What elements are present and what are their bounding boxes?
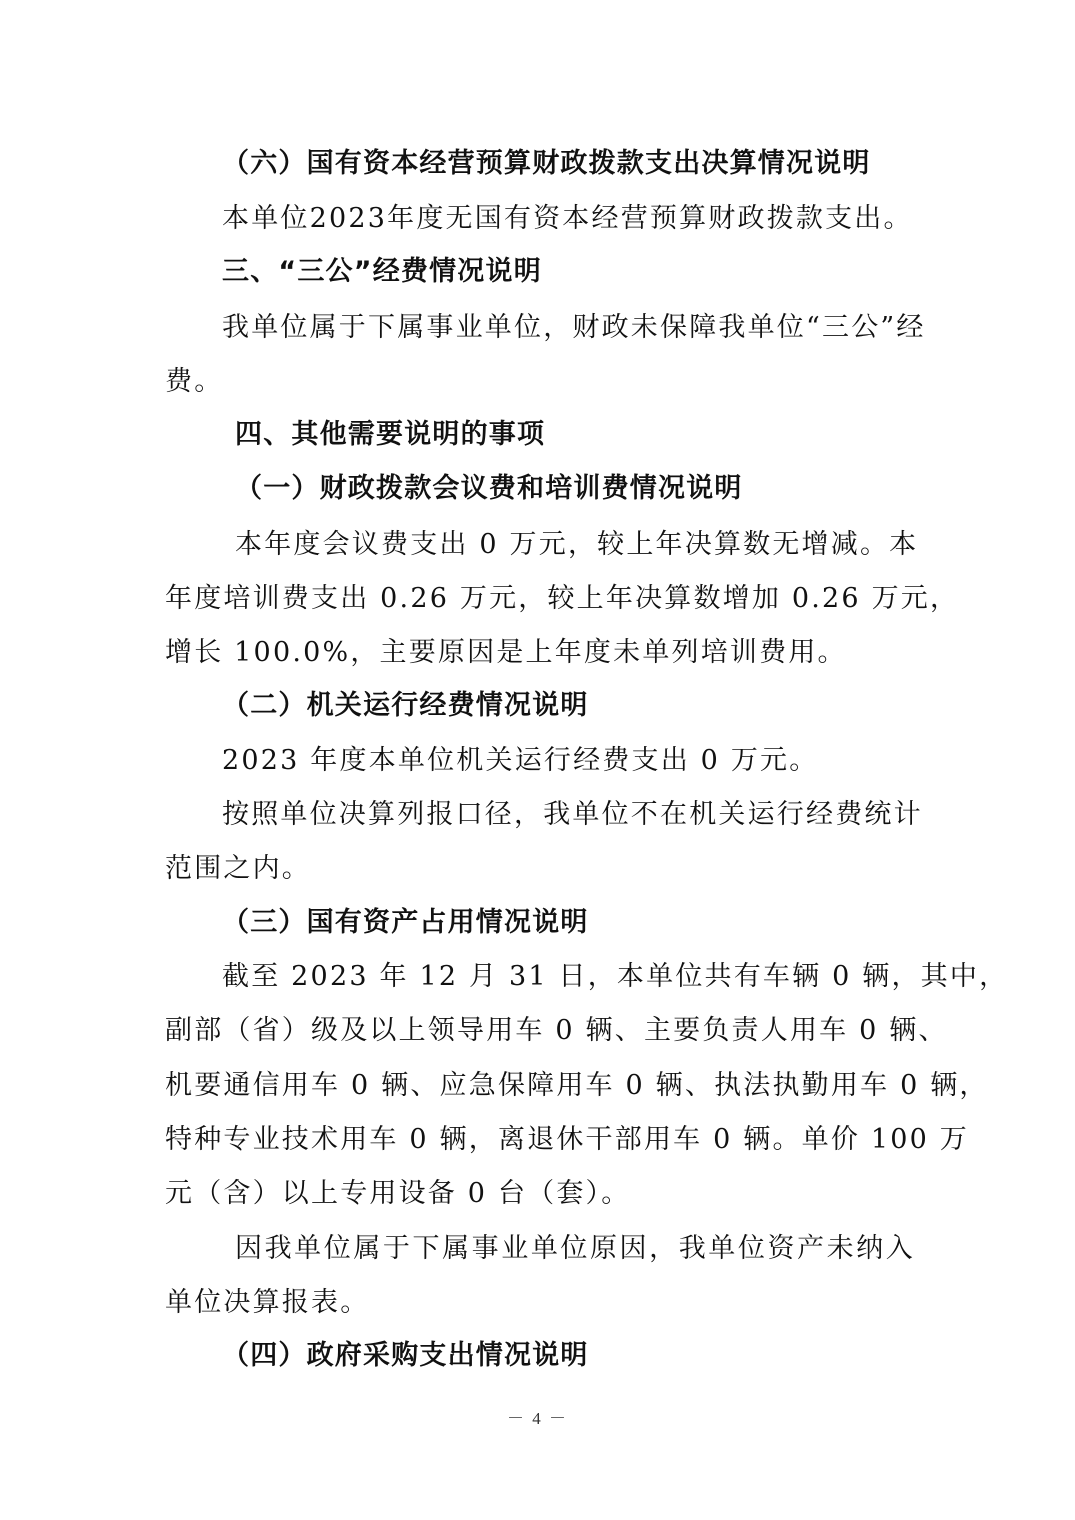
heading-three-public-expenses: 三、“三公”经费情况说明 [222, 256, 542, 287]
paragraph-state-assets-line3: 机要通信用车 0 辆、应急保障用车 0 辆、执法执勤用车 0 辆， [165, 1070, 989, 1101]
heading-state-capital-budget: （六）国有资本经营预算财政拨款支出决算情况说明 [222, 148, 871, 179]
heading-other-matters: 四、其他需要说明的事项 [235, 419, 546, 450]
heading-government-procurement: （四）政府采购支出情况说明 [222, 1340, 589, 1371]
paragraph-meeting-training-fees-line3: 增长 100.0%，主要原因是上年度未单列培训费用。 [165, 637, 847, 668]
paragraph-state-assets-line6: 因我单位属于下属事业单位原因，我单位资产未纳入 [235, 1233, 915, 1264]
paragraph-meeting-training-fees-line1: 本年度会议费支出 0 万元，较上年决算数无增减。本 [235, 529, 919, 560]
page-number: － 4 － [507, 1409, 568, 1428]
paragraph-meeting-training-fees-line2: 年度培训费支出 0.26 万元，较上年决算数增加 0.26 万元， [165, 583, 960, 614]
paragraph-state-assets-line2: 副部（省）级及以上领导用车 0 辆、主要负责人用车 0 辆、 [165, 1015, 948, 1046]
heading-agency-operating-costs: （二）机关运行经费情况说明 [222, 690, 589, 721]
paragraph-agency-operating-costs-line2: 按照单位决算列报口径，我单位不在机关运行经费统计 [222, 799, 923, 830]
paragraph-three-public-expenses-line1: 我单位属于下属事业单位，财政未保障我单位“三公”经 [222, 312, 926, 343]
paragraph-state-capital-budget: 本单位2023年度无国有资本经营预算财政拨款支出。 [222, 203, 913, 234]
heading-meeting-training-fees: （一）财政拨款会议费和培训费情况说明 [235, 473, 743, 504]
paragraph-state-assets-line5: 元（含）以上专用设备 0 台（套）。 [165, 1178, 631, 1209]
paragraph-three-public-expenses-line2: 费。 [165, 366, 224, 397]
paragraph-state-assets-line1: 截至 2023 年 12 月 31 日，本单位共有车辆 0 辆，其中， [222, 961, 1009, 992]
paragraph-state-assets-line4: 特种专业技术用车 0 辆，离退休干部用车 0 辆。单价 100 万 [165, 1124, 969, 1155]
paragraph-state-assets-line7: 单位决算报表。 [165, 1287, 370, 1318]
heading-state-assets: （三）国有资产占用情况说明 [222, 907, 589, 938]
paragraph-agency-operating-costs-line3: 范围之内。 [165, 853, 311, 884]
paragraph-agency-operating-costs-line1: 2023 年度本单位机关运行经费支出 0 万元。 [222, 745, 819, 776]
